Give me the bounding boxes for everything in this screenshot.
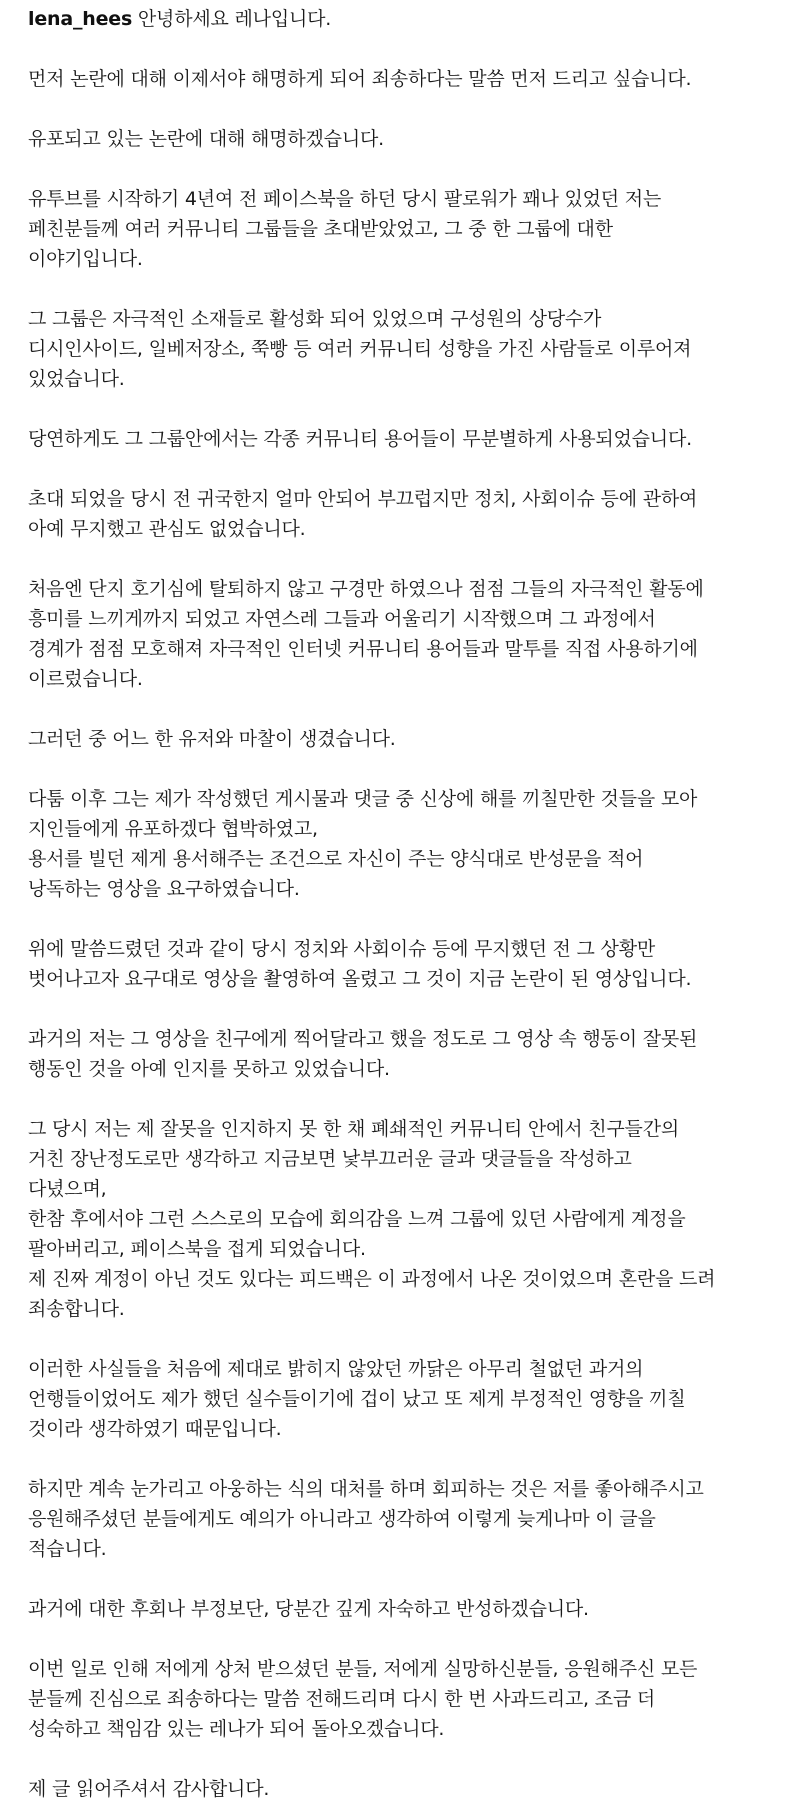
paragraph-line: 있었습니다. bbox=[28, 368, 125, 390]
paragraph-line: 응원해주셨던 분들에게도 예의가 아니라고 생각하여 이렇게 늦게나마 이 글을 bbox=[28, 1508, 656, 1530]
comment-paragraph bbox=[28, 184, 798, 274]
paragraph-line: 위에 말씀드렸던 것과 같이 당시 정치와 사회이슈 등에 무지했던 전 그 상황만 bbox=[28, 938, 656, 960]
paragraph-line: 그러던 중 어느 한 유저와 마찰이 생겼습니다. bbox=[28, 728, 396, 750]
paragraph-line: 경계가 점점 모호해져 자극적인 인터넷 커뮤니티 용어들과 말투를 직접 사용하기에 bbox=[28, 638, 698, 660]
comment-paragraph bbox=[28, 64, 798, 94]
comment-header bbox=[28, 4, 798, 34]
paragraph-line: 낭독하는 영상을 요구하였습니다. bbox=[28, 878, 300, 900]
paragraph-line: 성숙하고 책임감 있는 레나가 되어 돌아오겠습니다. bbox=[28, 1718, 445, 1740]
paragraph-line: 거친 장난정도로만 생각하고 지금보면 낯부끄러운 글과 댓글들을 작성하고 bbox=[28, 1148, 632, 1170]
comment-paragraph bbox=[28, 1654, 798, 1744]
comment-paragraph bbox=[28, 784, 798, 904]
comment-paragraph bbox=[28, 934, 798, 994]
paragraph-line: 지인들에게 유포하겠다 협박하였고, bbox=[28, 818, 318, 840]
paragraph-line: 이야기입니다. bbox=[28, 248, 143, 270]
paragraph-line: 처음엔 단지 호기심에 탈퇴하지 않고 구경만 하였으나 점점 그들의 자극적인 활동에 bbox=[28, 578, 704, 600]
comment-paragraph bbox=[28, 724, 798, 754]
comment-paragraphs bbox=[28, 64, 798, 1804]
comment-paragraph bbox=[28, 1594, 798, 1624]
paragraph-line: 한참 후에서야 그런 스스로의 모습에 회의감을 느껴 그룹에 있던 사람에게 계정을 bbox=[28, 1208, 686, 1230]
comment-paragraph bbox=[28, 484, 798, 544]
paragraph-line: 흥미를 느끼게까지 되었고 자연스레 그들과 어울리기 시작했으며 그 과정에서 bbox=[28, 608, 656, 630]
comment-paragraph bbox=[28, 574, 798, 694]
paragraph-line: 죄송합니다. bbox=[28, 1298, 125, 1320]
comment-paragraph bbox=[28, 1774, 798, 1804]
comment-paragraph bbox=[28, 1474, 798, 1564]
paragraph-line: 벗어나고자 요구대로 영상을 촬영하여 올렸고 그 것이 지금 논란이 된 영상입니다. bbox=[28, 968, 692, 990]
username-link[interactable]: lena_hees bbox=[28, 8, 133, 30]
paragraph-line: 분들께 진심으로 죄송하다는 말씀 전해드리며 다시 한 번 사과드리고, 조금 더 bbox=[28, 1688, 656, 1710]
greeting-text: 안녕하세요 레나입니다. bbox=[132, 8, 332, 30]
paragraph-line: 팔아버리고, 페이스북을 접게 되었습니다. bbox=[28, 1238, 366, 1260]
paragraph-line: 제 글 읽어주셔서 감사합니다. bbox=[28, 1778, 270, 1800]
paragraph-line: 이러한 사실들을 처음에 제대로 밝히지 않았던 까닭은 아무리 철없던 과거의 bbox=[28, 1358, 644, 1380]
paragraph-line: 과거의 저는 그 영상을 친구에게 찍어달라고 했을 정도로 그 영상 속 행동이 잘못된 bbox=[28, 1028, 698, 1050]
paragraph-line: 행동인 것을 아예 인지를 못하고 있었습니다. bbox=[28, 1058, 390, 1080]
paragraph-line: 그 당시 저는 제 잘못을 인지하지 못 한 채 폐쇄적인 커뮤니티 안에서 친구들간의 bbox=[28, 1118, 680, 1140]
paragraph-line: 유투브를 시작하기 4년여 전 페이스북을 하던 당시 팔로워가 꽤나 있었던 저는 bbox=[28, 188, 662, 210]
paragraph-line: 디시인사이드, 일베저장소, 쭉빵 등 여러 커뮤니티 성향을 가진 사람들로 이루어져 bbox=[28, 338, 692, 360]
paragraph-line: 당연하게도 그 그룹안에서는 각종 커뮤니티 용어들이 무분별하게 사용되었습니다. bbox=[28, 428, 692, 450]
paragraph-line: 그 그룹은 자극적인 소재들로 활성화 되어 있었으며 구성원의 상당수가 bbox=[28, 308, 602, 330]
paragraph-line: 과거에 대한 후회나 부정보단, 당분간 깊게 자숙하고 반성하겠습니다. bbox=[28, 1598, 589, 1620]
paragraph-line: 이번 일로 인해 저에게 상처 받으셨던 분들, 저에게 실망하신분들, 응원해주신 모든 bbox=[28, 1658, 698, 1680]
comment-paragraph bbox=[28, 1024, 798, 1084]
paragraph-line: 페친분들께 여러 커뮤니티 그룹들을 초대받았었고, 그 중 한 그룹에 대한 bbox=[28, 218, 613, 240]
paragraph-line: 언행들이었어도 제가 했던 실수들이기에 겁이 났고 또 제게 부정적인 영향을 끼칠 bbox=[28, 1388, 686, 1410]
paragraph-line: 적습니다. bbox=[28, 1538, 107, 1560]
comment-paragraph bbox=[28, 1114, 798, 1324]
comment-paragraph bbox=[28, 304, 798, 394]
paragraph-line: 먼저 논란에 대해 이제서야 해명하게 되어 죄송하다는 말씀 먼저 드리고 싶습니다. bbox=[28, 68, 692, 90]
paragraph-line: 아예 무지했고 관심도 없었습니다. bbox=[28, 518, 306, 540]
paragraph-line: 하지만 계속 눈가리고 아웅하는 식의 대처를 하며 회피하는 것은 저를 좋아해주시고 bbox=[28, 1478, 704, 1500]
paragraph-line: 초대 되었을 당시 전 귀국한지 얼마 안되어 부끄럽지만 정치, 사회이슈 등에 관하여 bbox=[28, 488, 698, 510]
comment-body bbox=[28, 4, 798, 1804]
paragraph-line: 것이라 생각하였기 때문입니다. bbox=[28, 1418, 282, 1440]
comment-paragraph bbox=[28, 1354, 798, 1444]
paragraph-line: 유포되고 있는 논란에 대해 해명하겠습니다. bbox=[28, 128, 384, 150]
paragraph-line: 다녔으며, bbox=[28, 1178, 107, 1200]
comment-paragraph bbox=[28, 124, 798, 154]
paragraph-line: 이르렀습니다. bbox=[28, 668, 143, 690]
paragraph-line: 다툼 이후 그는 제가 작성했던 게시물과 댓글 중 신상에 해를 끼칠만한 것들을 모아 bbox=[28, 788, 698, 810]
paragraph-line: 용서를 빌던 제게 용서해주는 조건으로 자신이 주는 양식대로 반성문을 적어 bbox=[28, 848, 644, 870]
comment-paragraph bbox=[28, 424, 798, 454]
paragraph-line: 제 진짜 계정이 아닌 것도 있다는 피드백은 이 과정에서 나온 것이었으며 혼란을 드려 bbox=[28, 1268, 716, 1290]
